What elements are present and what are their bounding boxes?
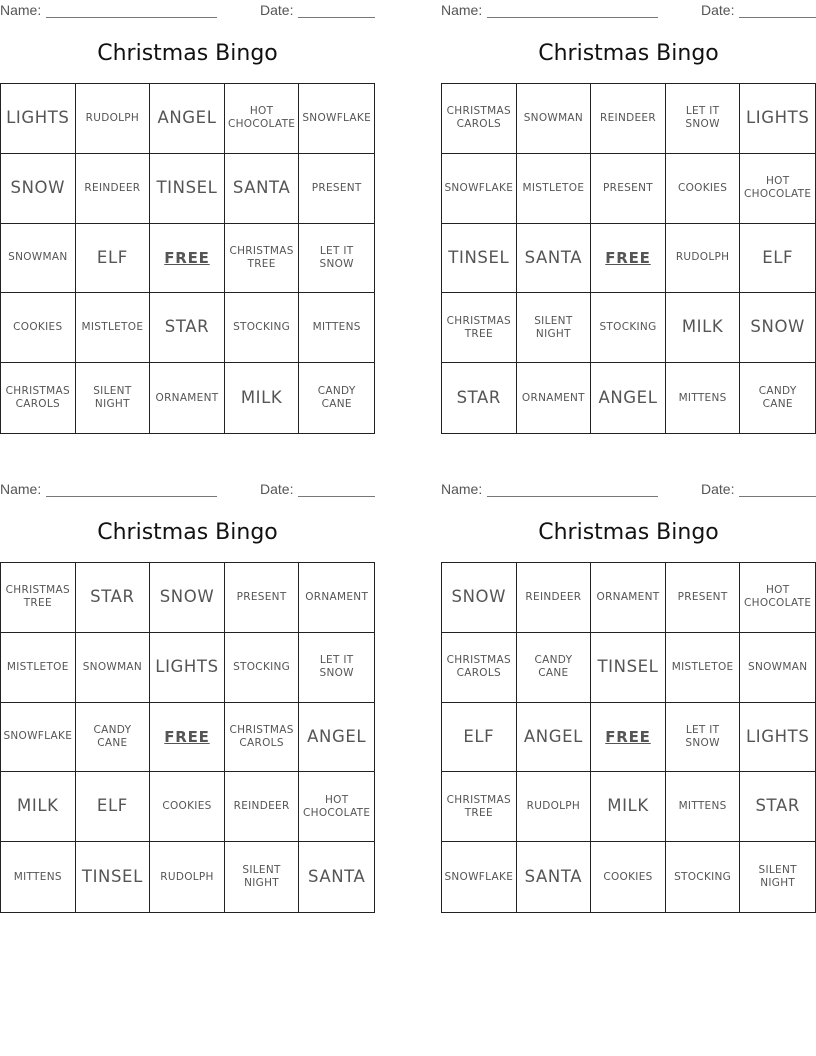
bingo-cell: RUDOLPH [150, 842, 225, 912]
bingo-cell: MISTLETOE [1, 633, 76, 703]
bingo-cell: TINSEL [150, 154, 225, 224]
bingo-cell: STOCKING [666, 842, 741, 912]
bingo-cell: ANGEL [591, 363, 666, 433]
bingo-cell: CHRISTMAS TREE [225, 224, 300, 294]
bingo-cell: MILK [225, 363, 300, 433]
bingo-cell: TINSEL [591, 633, 666, 703]
bingo-cell: SANTA [517, 842, 592, 912]
bingo-cell: SILENT NIGHT [758, 863, 797, 890]
bingo-cell: ORNAMENT [299, 563, 374, 633]
bingo-cell: SILENT NIGHT [76, 363, 151, 433]
bingo-cell: SNOW [442, 563, 517, 633]
bingo-cell: MILK [1, 772, 76, 842]
bingo-cell: CHRISTMAS CAROLS [1, 363, 76, 433]
bingo-cell: HOT CHOCOLATE [740, 563, 815, 633]
name-field-line[interactable] [487, 496, 658, 497]
bingo-cell: MISTLETOE [517, 154, 592, 224]
bingo-cell: LET IT SNOW [299, 224, 374, 294]
bingo-card [0, 0, 375, 440]
bingo-card [0, 479, 375, 919]
bingo-cell: ANGEL [299, 703, 374, 773]
date-label: Date: [260, 2, 294, 18]
bingo-cell: SNOWMAN [517, 84, 592, 154]
bingo-card [441, 479, 816, 919]
bingo-cell: ORNAMENT [517, 363, 592, 433]
bingo-card [441, 0, 816, 440]
date-field-line[interactable] [298, 17, 375, 18]
bingo-cell: PRESENT [225, 563, 300, 633]
name-date-row [441, 481, 816, 499]
bingo-cell: STAR [76, 563, 151, 633]
date-field-line[interactable] [739, 17, 816, 18]
date-label: Date: [260, 481, 294, 497]
bingo-cell: RUDOLPH [517, 772, 592, 842]
bingo-cell: RUDOLPH [666, 224, 741, 294]
bingo-cell: SILENT NIGHT [225, 842, 300, 912]
bingo-cell: HOT CHOCOLATE [299, 772, 374, 842]
card-title: Christmas Bingo [97, 41, 278, 66]
bingo-cell: STOCKING [225, 633, 300, 703]
bingo-cell: COOKIES [1, 293, 76, 363]
bingo-cell: ORNAMENT [150, 363, 225, 433]
bingo-cell: STAR [150, 293, 225, 363]
card-title: Christmas Bingo [538, 520, 719, 545]
bingo-cell: CANDY CANE [76, 703, 151, 773]
free-space-cell: FREE [150, 224, 225, 294]
bingo-cell: LIGHTS [740, 84, 815, 154]
bingo-cell: SANTA [225, 154, 300, 224]
bingo-cell: TINSEL [76, 842, 151, 912]
date-label: Date: [701, 481, 735, 497]
bingo-cell: SNOWMAN [76, 633, 151, 703]
bingo-cell: MITTENS [666, 363, 741, 433]
bingo-cell: REINDEER [517, 563, 592, 633]
bingo-cell: CHRISTMAS CAROLS [442, 633, 517, 703]
bingo-cell: COOKIES [150, 772, 225, 842]
bingo-cell: LIGHTS [1, 84, 76, 154]
free-space-cell: FREE [591, 703, 666, 773]
bingo-cell: HOT CHOCOLATE [740, 154, 815, 224]
bingo-cell: COOKIES [666, 154, 741, 224]
name-field-line[interactable] [46, 17, 217, 18]
bingo-cell: ANGEL [517, 703, 592, 773]
name-field-line[interactable] [487, 17, 658, 18]
bingo-cell: STAR [442, 363, 517, 433]
bingo-cell: REINDEER [591, 84, 666, 154]
bingo-cell: ELF [442, 703, 517, 773]
bingo-cell: STAR [740, 772, 815, 842]
bingo-cell: MISTLETOE [76, 293, 151, 363]
bingo-cell: ORNAMENT [591, 563, 666, 633]
card-title: Christmas Bingo [97, 520, 278, 545]
bingo-cell: ELF [76, 224, 151, 294]
name-date-row [441, 2, 816, 20]
bingo-cell: CHRISTMAS TREE [442, 293, 517, 363]
date-label: Date: [701, 2, 735, 18]
bingo-cell: PRESENT [299, 154, 374, 224]
bingo-cell: RUDOLPH [76, 84, 151, 154]
name-date-row [0, 481, 375, 499]
bingo-cell: SILENT NIGHT [517, 293, 592, 363]
bingo-cell: ANGEL [150, 84, 225, 154]
bingo-cell: COOKIES [591, 842, 666, 912]
bingo-cell: SNOWFLAKE [1, 703, 76, 773]
bingo-cell: REINDEER [76, 154, 151, 224]
bingo-cell: LIGHTS [150, 633, 225, 703]
bingo-cell: ELF [76, 772, 151, 842]
bingo-cell: LET IT SNOW [666, 703, 741, 773]
bingo-cell: HOT CHOCOLATE [225, 84, 300, 154]
free-space-cell: FREE [150, 703, 225, 773]
bingo-grid [0, 562, 375, 913]
bingo-cell: SNOWMAN [740, 633, 815, 703]
free-space-cell: FREE [591, 224, 666, 294]
bingo-cell: SNOWFLAKE [299, 84, 374, 154]
name-label: Name: [441, 481, 483, 497]
date-field-line[interactable] [739, 496, 816, 497]
bingo-cell: MILK [666, 293, 741, 363]
bingo-cell: SNOWFLAKE [442, 154, 517, 224]
bingo-cell: REINDEER [225, 772, 300, 842]
name-label: Name: [0, 2, 42, 18]
bingo-cell: MITTENS [299, 293, 374, 363]
bingo-cell: STOCKING [225, 293, 300, 363]
bingo-cell: LET IT SNOW [299, 633, 374, 703]
bingo-cell: MITTENS [1, 842, 76, 912]
bingo-cell: TINSEL [442, 224, 517, 294]
name-date-row [0, 2, 375, 20]
name-label: Name: [441, 2, 483, 18]
bingo-cell: SANTA [517, 224, 592, 294]
name-label: Name: [0, 481, 42, 497]
bingo-cell: SNOW [150, 563, 225, 633]
bingo-cell: SNOWMAN [1, 224, 76, 294]
bingo-cell: MISTLETOE [666, 633, 741, 703]
bingo-grid [441, 83, 816, 434]
date-field-line[interactable] [298, 496, 375, 497]
bingo-cell: STOCKING [591, 293, 666, 363]
bingo-cell: CHRISTMAS CAROLS [225, 703, 300, 773]
bingo-grid [0, 83, 375, 434]
bingo-cell: MITTENS [666, 772, 741, 842]
card-title: Christmas Bingo [538, 41, 719, 66]
bingo-cell: MILK [591, 772, 666, 842]
bingo-cell: ELF [740, 224, 815, 294]
name-field-line[interactable] [46, 496, 217, 497]
bingo-cell: CHRISTMAS TREE [442, 772, 517, 842]
bingo-cell: CANDY CANE [517, 633, 592, 703]
bingo-cell: CANDY CANE [317, 384, 356, 411]
bingo-cell: SNOW [1, 154, 76, 224]
bingo-cell: SNOW [740, 293, 815, 363]
bingo-cell: CHRISTMAS TREE [1, 563, 76, 633]
bingo-cell: LET IT SNOW [666, 84, 741, 154]
bingo-cell: SANTA [307, 866, 366, 886]
bingo-cell: CHRISTMAS CAROLS [442, 84, 517, 154]
bingo-cell: SNOWFLAKE [442, 842, 517, 912]
bingo-cell: PRESENT [666, 563, 741, 633]
bingo-grid [441, 562, 816, 913]
bingo-cell: CANDY CANE [758, 384, 797, 411]
bingo-cell: PRESENT [591, 154, 666, 224]
bingo-cell: LIGHTS [740, 703, 815, 773]
